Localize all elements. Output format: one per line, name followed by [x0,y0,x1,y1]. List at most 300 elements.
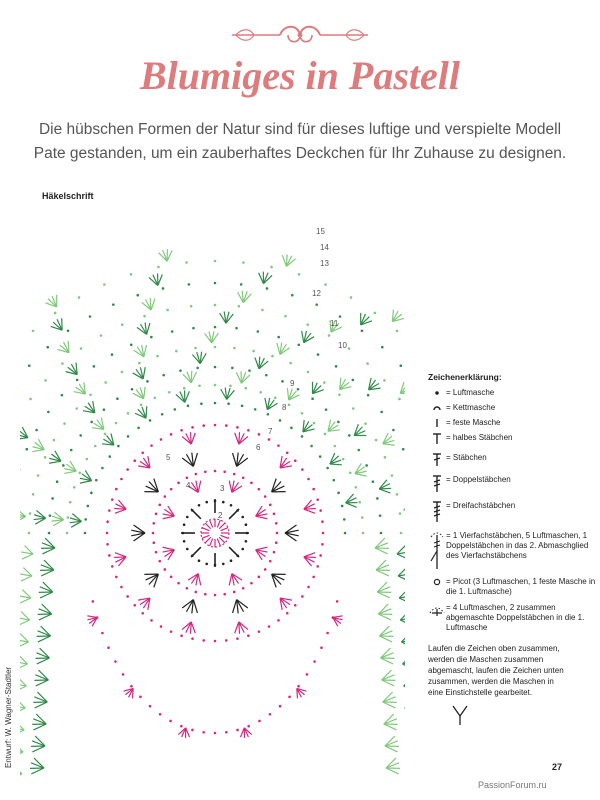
stitch [198,574,201,586]
chain-dot [241,405,244,408]
chain-dot [290,427,293,430]
chain-dot [89,393,92,396]
chain-dot [150,336,153,339]
chain-dot [190,305,193,308]
chain-dot [107,646,110,649]
stitch [144,345,147,357]
stitch [240,728,244,737]
legend-item: = Kettmasche [428,403,598,413]
chain-dot [247,725,250,728]
triple-treble-icon [428,501,446,523]
chain-dot [229,385,232,388]
chain-dot [336,600,339,603]
chain-dot [270,266,273,269]
chain-dot [269,560,272,563]
chain-dot [322,532,325,535]
chain-dot [106,520,109,523]
chain-dot [277,336,280,339]
chain-dot [186,587,189,590]
stitch [399,598,405,603]
chain-dot [146,380,149,383]
chain-dot [316,565,319,568]
chain-dot [177,582,180,585]
chain-dot [111,565,114,568]
chain-dot [69,501,72,504]
chain-dot [202,731,205,734]
stitch [219,537,225,543]
chain-dot [87,505,90,508]
chain-dot [301,595,304,598]
chain-dot [362,532,365,535]
chain-dot [204,593,207,596]
chain-dot [152,532,155,535]
chain-dot [29,398,32,401]
chain-dot [204,470,207,473]
chain-dot [324,433,327,436]
stitch [190,432,191,444]
stitch [210,539,213,546]
chain-dot [137,427,140,430]
stitch [49,461,61,463]
stitch [404,502,405,510]
chain-dot [235,327,238,330]
chain-dot [230,504,233,507]
chain-dot [32,493,35,496]
chain-dot [294,459,297,462]
chain-dot [73,486,76,489]
stitch [404,686,405,691]
row-number: 14 [320,243,329,252]
chain-dot [399,364,402,367]
chain-dot [106,532,109,535]
stitch [198,481,201,493]
chain-dot [84,518,87,521]
stitch [191,547,201,557]
chain-dot [275,522,278,525]
chain-dot [214,304,217,307]
chain-dot [245,540,248,543]
chain-dot [313,422,316,425]
stitch [20,744,23,752]
chain-dot [225,731,228,734]
stitch [297,688,298,698]
stitch [302,331,304,343]
chain-dot [376,497,379,500]
legend-item: = 4 Luftmaschen, 2 zusammen abgemaschte Doppelstäbchen in die 1. Luftmasche [428,603,598,633]
stitch [398,576,405,581]
chain-dot [381,346,384,349]
page-number: 27 [552,762,563,772]
chain-dot [180,634,183,637]
stitch [205,537,211,543]
chain-dot [348,434,351,437]
stitch [147,323,150,335]
chain-dot [279,419,282,422]
chain-dot [233,591,236,594]
stitch [20,708,25,713]
stitch [20,774,22,779]
chain-dot [79,434,82,437]
chain-dot [343,518,346,521]
stitch [235,622,239,633]
chain-dot [342,458,345,461]
chain-dot [258,576,261,579]
stitch [282,255,286,266]
chain-dot [352,407,355,410]
chain-dot [396,493,399,496]
chain-dot [301,412,304,415]
chain-dot [214,326,217,329]
chain-dot [286,612,289,615]
chain-dot [261,309,264,312]
chain-dot [341,505,344,508]
stitch [191,622,195,633]
chain-dot [294,604,297,607]
stitch [20,642,29,647]
chain-dot [307,371,310,374]
chain-dot [315,303,318,306]
chain-dot [323,381,326,384]
chain-dot [344,532,347,535]
stitch [229,481,232,493]
stitch [20,620,30,625]
chain-dot [275,541,278,544]
chain-dot [150,619,153,622]
intro-paragraph: Die hübschen Formen der Natur sind für dieses luftige und verspielte Modell Pate gestanden, um ein zauberhaftes Deckchen für Ihr Zuhause zu designen. [33,121,567,162]
chain-dot [138,362,141,365]
chain-dot [225,424,228,427]
chain-dot [37,474,40,477]
chain-dot [339,315,342,318]
chain-dot [258,630,261,633]
stitch [400,620,405,625]
chain-dot [49,514,52,517]
chain-dot [223,470,226,473]
chain-dot [177,482,180,485]
stitch [229,574,232,586]
stitch [403,664,406,669]
chain-dot [276,532,279,535]
chain-dot [311,397,314,400]
chain-dot [115,576,118,579]
chain-dot [277,444,280,447]
stitch [221,535,228,538]
chain-dot [66,532,69,535]
chain-dot [214,282,217,285]
stitch [217,539,220,546]
chain-dot [139,696,142,699]
chain-dot [61,394,64,397]
stitch [193,600,197,613]
chain-dot [298,273,301,276]
legend-item: = Dreifachstäbchen [428,501,598,523]
chain-dot [366,362,369,365]
chain-dot [62,464,65,467]
legend-item: = Picot (3 Luftmaschen, 1 feste Masche in die 1. Luftmasche) [428,577,598,597]
chain-dot [320,646,323,649]
chain-dot [214,732,217,735]
chain-dot [61,362,64,365]
row-number: 7 [268,427,273,436]
chain-dot [170,576,173,579]
chain-dot [195,473,198,476]
stitch [221,528,228,531]
chain-dot [122,673,125,676]
chain-dot [111,353,114,356]
chain-dot [374,312,377,315]
stitch [259,273,264,284]
stitch [210,520,213,527]
chain-dot [254,408,257,411]
chain-dot [156,355,159,358]
stitch [163,516,175,519]
chain-dot [158,504,161,507]
chain-dot [191,729,194,732]
chain-dot [326,632,329,635]
chain-dot [289,362,292,365]
chain-dot [35,429,38,432]
chain-dot [76,379,79,382]
chain-dot [95,479,98,482]
chain-dot [108,509,111,512]
chain-dot [205,501,208,504]
stitch [143,367,145,379]
chain-dot [28,532,31,535]
chain-dot [214,424,217,427]
chain-dot [101,467,104,470]
chain-dot [56,480,59,483]
chain-dot [230,559,233,562]
chain-dot [78,472,81,475]
chain-dot [63,422,66,425]
stitch [202,535,209,538]
chain-dot [54,312,57,315]
chain-dot [273,551,276,554]
row-number: 4 [186,481,191,490]
legend-item: = Stäbchen [428,453,598,467]
stitch [265,398,267,410]
chain-dot [328,334,331,337]
stitch [22,554,33,559]
chain-dot [233,473,236,476]
chain-dot [166,309,169,312]
chain-dot [231,367,234,370]
chart-heading: Häkelschrift [42,191,94,201]
chain-dot [48,532,51,535]
chain-dot [164,568,167,571]
chain-dot [269,713,272,716]
chain-dot [164,495,167,498]
chain-dot [332,479,335,482]
chain-dot [188,283,191,286]
stitch [146,406,147,418]
chain-dot [357,449,360,452]
stitch [235,433,239,444]
stitch [158,274,162,285]
chain-dot [106,543,109,546]
row-number: 15 [316,227,325,236]
chain-dot [312,488,315,491]
chain-dot [115,488,118,491]
chain-dot [317,353,320,356]
chain-dot [257,330,260,333]
decorative-ornament [228,22,372,48]
stitch [304,509,315,513]
stitch [21,576,32,581]
chain-dot [258,720,261,723]
stitch [114,557,126,558]
chain-dot [337,492,340,495]
chain-dot [354,486,357,489]
chain-dot [155,513,158,516]
legend-title: Zeichenerklärung: [428,372,502,382]
stitch [20,686,26,691]
stitch [191,433,195,444]
chain-dot [384,456,387,459]
chain-dot [131,388,134,391]
chain-dot [258,488,261,491]
chain-dot [248,369,251,372]
legend [428,372,598,728]
chain-dot [84,532,87,535]
chain-dot [202,424,205,427]
chain-dot [101,632,104,635]
chain-dot [214,384,217,387]
chain-dot [297,344,300,347]
chain-dot [214,260,217,263]
chain-dot [191,637,194,640]
chain-dot [53,439,56,442]
chain-dot [259,391,262,394]
chain-dot [247,634,250,637]
legend-item: = halbes Stäbchen [428,433,598,445]
chain-dot [297,388,300,391]
chain-dot [67,329,70,332]
row-number: 8 [282,403,287,412]
legend-item: = Doppelstäbchen [428,475,598,493]
stitch [379,488,391,489]
stitch [346,503,357,507]
chain-dot-icon [428,388,446,398]
chain-dot [126,468,129,471]
chain-dot [46,346,49,349]
chain-dot [236,426,239,429]
chain-dot [307,478,310,481]
chain-dot [130,685,133,688]
chain-dot [109,455,112,458]
chain-dot [187,405,190,408]
row-number: 9 [290,379,295,388]
chain-dot [130,273,133,276]
chain-dot [267,413,270,416]
chain-dot [264,495,267,498]
chain-dot [333,445,336,448]
chain-dot [161,413,164,416]
chain-dot [157,266,160,269]
page-title: Blumiges in Pastell [139,53,461,98]
chain-dot [391,474,394,477]
stitch [20,722,24,730]
chain-dot [242,587,245,590]
stitch [304,553,315,557]
chain-dot [268,438,271,441]
chain-dot [93,365,96,368]
chain-dot [358,501,361,504]
stitch [191,509,201,519]
y-stitch-icon [450,704,470,726]
chain-dot [335,365,338,368]
chain-dot [279,705,282,708]
stitch [20,664,28,669]
stitch [404,678,405,686]
chain-dot [274,396,277,399]
chain-dot [104,433,107,436]
chain-dot [75,407,78,410]
chain-dot [192,327,195,330]
row-number: 12 [312,289,321,298]
chain-dot [236,637,239,640]
chain-dot [252,350,255,353]
chain-dot [162,374,165,377]
chain-dot [94,445,97,448]
chain-dot [402,448,405,451]
chain-dot [160,438,163,441]
chain-dot [265,374,268,377]
stitch [202,528,209,531]
stitch [401,642,405,647]
chain-dot [120,478,123,481]
stitch [383,444,395,445]
chain-dot [286,451,289,454]
chain-dot [120,586,123,589]
chain-dot [222,501,225,504]
chain-dot [214,366,217,369]
chain-dot [186,476,189,479]
chain-dot [321,520,324,523]
chain-dot [348,347,351,350]
chain-dot [326,467,329,470]
chain-dot [185,261,188,264]
chain-dot [198,385,201,388]
chain-dot [32,330,35,333]
stitch [404,510,405,516]
chain-dot [116,397,119,400]
chain-dot [170,433,173,436]
stitch [233,600,237,613]
stitch [219,523,225,529]
single-crochet-icon [428,418,446,428]
chain-dot [350,296,353,299]
chain-dot [233,347,236,350]
stitch [163,547,175,550]
legend-item: = feste Masche [428,418,598,428]
chain-dot [169,720,172,723]
stitch [182,458,193,466]
chain-dot [316,498,319,501]
chain-dot [196,367,199,370]
row-number: 13 [320,259,329,268]
chain-dot [313,660,316,663]
chain-dot [205,563,208,566]
chain-dot [284,315,287,318]
chain-dot [312,576,315,579]
chain-dot [103,283,106,286]
stitch [379,489,390,493]
stitch [182,600,193,608]
chain-dot [149,705,152,708]
chain-dot [264,568,267,571]
stitch [144,387,145,399]
